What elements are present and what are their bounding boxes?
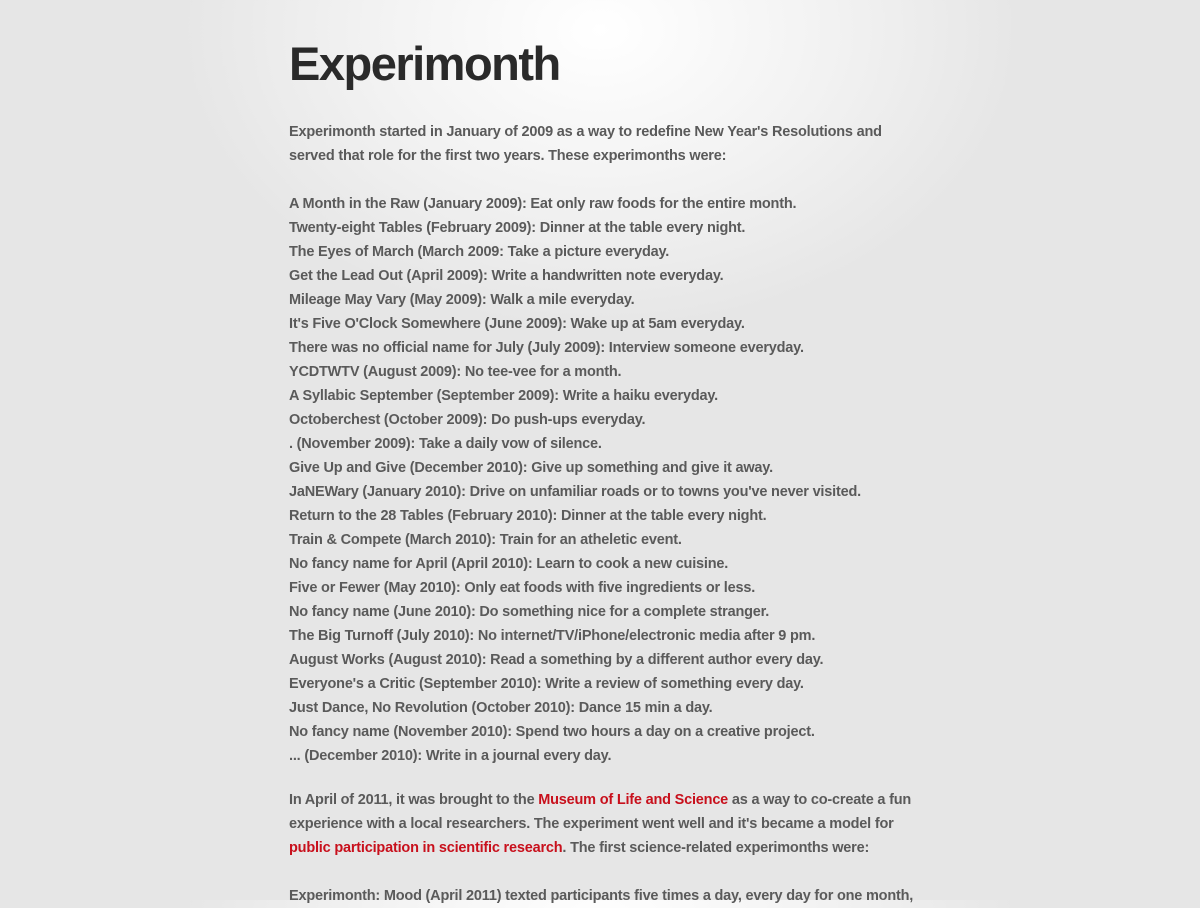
- list-item: . (November 2009): Take a daily vow of silence.: [289, 436, 602, 452]
- list-item: The Big Turnoff (July 2010): No internet/TV/iPhone/electronic media after 9 pm.: [289, 628, 816, 644]
- list-item: It's Five O'Clock Somewhere (June 2009): Wake up at 5am everyday.: [289, 316, 745, 332]
- list-item: Give Up and Give (December 2010): Give up something and give it away.: [289, 460, 773, 476]
- science-text-3: . The first science-related experimonths were:: [562, 840, 870, 856]
- ppsr-link[interactable]: public participation in scientific research: [289, 840, 563, 856]
- list-item: August Works (August 2010): Read a something by a different author every day.: [289, 652, 824, 668]
- list-item: No fancy name (June 2010): Do something nice for a complete stranger.: [289, 604, 770, 620]
- list-item: Just Dance, No Revolution (October 2010): Dance 15 min a day.: [289, 700, 713, 716]
- list-item: Octoberchest (October 2009): Do push-ups everyday.: [289, 412, 646, 428]
- science-experimonth-item: Experimonth: Mood (April 2011) texted participants five times a day, every day for one month,: [289, 888, 914, 904]
- list-item: No fancy name for April (April 2010): Learn to cook a new cuisine.: [289, 556, 729, 572]
- intro-paragraph: Experimonth started in January of 2009 as a way to redefine New Year's Resolutions and served that role for the first two years. These experimonths were:: [289, 124, 882, 164]
- list-item: The Eyes of March (March 2009: Take a picture everyday.: [289, 244, 670, 260]
- list-item: JaNEWary (January 2010): Drive on unfamiliar roads or to towns you've never visited.: [289, 484, 861, 500]
- list-item: ... (December 2010): Write in a journal every day.: [289, 748, 612, 764]
- list-item: Train & Compete (March 2010): Train for an atheletic event.: [289, 532, 682, 548]
- page-title: Experimonth: [289, 37, 560, 90]
- list-item: Everyone's a Critic (September 2010): Write a review of something every day.: [289, 676, 804, 692]
- list-item: A Syllabic September (September 2009): Write a haiku everyday.: [289, 388, 718, 404]
- list-item: A Month in the Raw (January 2009): Eat only raw foods for the entire month.: [289, 196, 797, 212]
- page-content: [289, 36, 929, 908]
- science-paragraph: [289, 788, 929, 860]
- list-item: Five or Fewer (May 2010): Only eat foods with five ingredients or less.: [289, 580, 756, 596]
- museum-link[interactable]: Museum of Life and Science: [538, 792, 729, 808]
- list-item: Get the Lead Out (April 2009): Write a handwritten note everyday.: [289, 268, 724, 284]
- list-item: There was no official name for July (July 2009): Interview someone everyday.: [289, 340, 804, 356]
- experimonth-list: [289, 192, 929, 768]
- science-text-2: as a way to co-create a fun experience with a local researchers. The experiment went well and it's became a model for: [289, 792, 912, 832]
- list-item: Twenty-eight Tables (February 2009): Dinner at the table every night.: [289, 220, 746, 236]
- list-item: Mileage May Vary (May 2009): Walk a mile everyday.: [289, 292, 635, 308]
- list-item: YCDTWTV (August 2009): No tee-vee for a month.: [289, 364, 622, 380]
- science-text-1: In April of 2011, it was brought to the: [289, 792, 539, 808]
- list-item: Return to the 28 Tables (February 2010): Dinner at the table every night.: [289, 508, 767, 524]
- list-item: No fancy name (November 2010): Spend two hours a day on a creative project.: [289, 724, 815, 740]
